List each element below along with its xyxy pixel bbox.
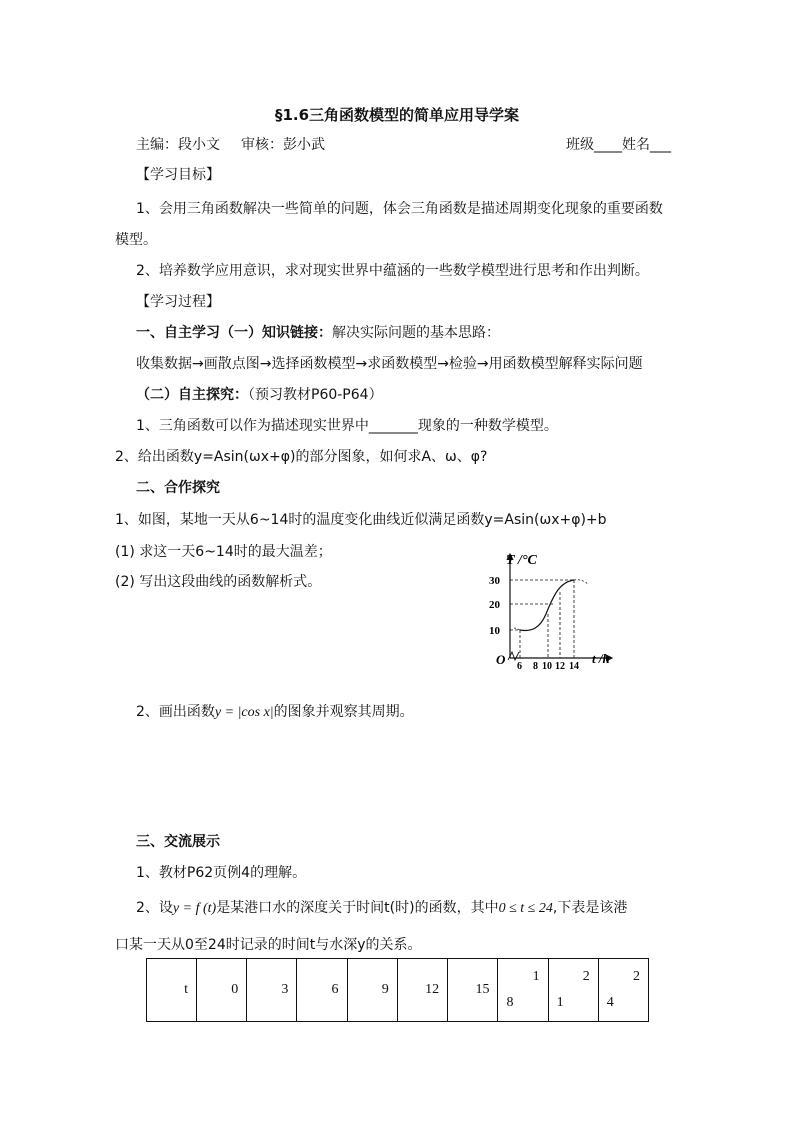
coop-question-1a: (1) 求这一天6~14时的最大温差； [115,544,332,560]
self-study-line [136,322,500,342]
exchange-question-2-cont: 口某一天从0至24时记录的时间t与水深y的关系。 [115,937,422,953]
depth-table [146,958,649,1022]
x-axis-label: t /h [592,651,610,666]
cos-formula: y = |cos x| [214,705,274,720]
exchange-question-1: 1、教材P62页例4的理解。 [136,865,307,881]
y-tick-20: 20 [489,599,500,611]
table-cell: 6 [297,959,347,1022]
self-explore-text: （预习教材P60-P64） [248,387,383,403]
self-study-text: 解决实际问题的基本思路： [332,325,500,341]
coop-question-2 [136,701,414,721]
exchange-q2-prefix: 2、设 [136,900,173,916]
coop-heading: 二、合作探究 [136,480,220,496]
table-row [147,959,649,1022]
curve-ext-right [574,580,588,584]
y-tick-10: 10 [489,625,500,637]
x-tick-14: 14 [569,661,579,672]
objective-item-2: 2、培养数学应用意识，求对现实世界中蕴涵的一些数学模型进行思考和作出判断。 [136,263,649,279]
self-explore-heading: （二）自主探究： [136,387,248,403]
table-cell [598,959,648,1022]
y-axis-label: T /°C [506,553,537,568]
exchange-q2-suffix: ,下表是该港 [552,900,628,916]
coop-question-1: 1、如图，某地一天从6~14时的温度变化曲线近似满足函数y=Asin(ωx+φ)+b [115,512,607,528]
reviewer-label: 审核：彭小武 [241,137,325,153]
coop-q2-prefix: 2、画出函数 [136,704,215,720]
exchange-question-2 [136,897,627,917]
stacked-digit: 4 [606,995,614,1010]
stacked-digit: 8 [506,995,514,1010]
method-flow: 收集数据→画散点图→选择函数模型→求函数模型→检验→用函数模型解释实际问题 [136,356,643,372]
page-title: §1.6三角函数模型的简单应用导学案 [274,106,520,124]
question-2: 2、给出函数y=Asin(ωx+φ)的部分图象，如何求A、ω、φ? [115,449,488,465]
editor-label: 主编：段小文 [136,137,220,153]
origin-label: O [496,652,506,667]
stacked-digit: 2 [582,969,590,984]
coop-question-1b: (2) 写出这段曲线的函数解析式。 [115,574,322,590]
table-cell [498,959,548,1022]
x-tick-12: 12 [555,661,565,672]
table-cell: 0 [197,959,247,1022]
table-cell: 9 [347,959,397,1022]
class-name-field: 班级____姓名___ [566,137,671,153]
table-cell: t [147,959,197,1022]
x-tick-6: 6 [517,661,522,672]
temperature-graph [484,548,620,672]
table-cell [548,959,598,1022]
x-tick-8: 8 [533,661,538,672]
self-study-heading: 一、自主学习（一）知识链接： [136,325,332,341]
stacked-digit: 1 [556,995,564,1010]
exchange-heading: 三、交流展示 [136,834,220,850]
range-formula: 0 ≤ t ≤ 24 [498,901,553,916]
objective-item-1: 1、会用三角函数解决一些简单的问题，体会三角函数是描述周期变化现象的重要函数 [136,201,663,217]
stacked-digit: 2 [633,969,640,984]
function-formula: y = f (t) [172,901,217,916]
table-cell: 15 [448,959,498,1022]
exchange-q2-mid: 是某港口水的深度关于时间t(时)的函数，其中 [216,900,499,916]
coop-q2-suffix: 的图象并观察其周期。 [273,704,414,720]
x-tick-10: 10 [542,661,552,672]
objectives-heading: 【学习目标】 [136,167,220,183]
y-tick-30: 30 [489,575,500,587]
objective-item-1-cont: 模型。 [115,232,157,248]
temperature-curve [520,580,574,630]
process-heading: 【学习过程】 [136,294,220,310]
table-cell: 12 [397,959,447,1022]
self-explore-line [136,384,383,404]
question-1: 1、三角函数可以作为描述现实世界中_______现象的一种数学模型。 [136,418,558,434]
table-cell: 3 [247,959,297,1022]
stacked-digit: 1 [532,969,540,984]
